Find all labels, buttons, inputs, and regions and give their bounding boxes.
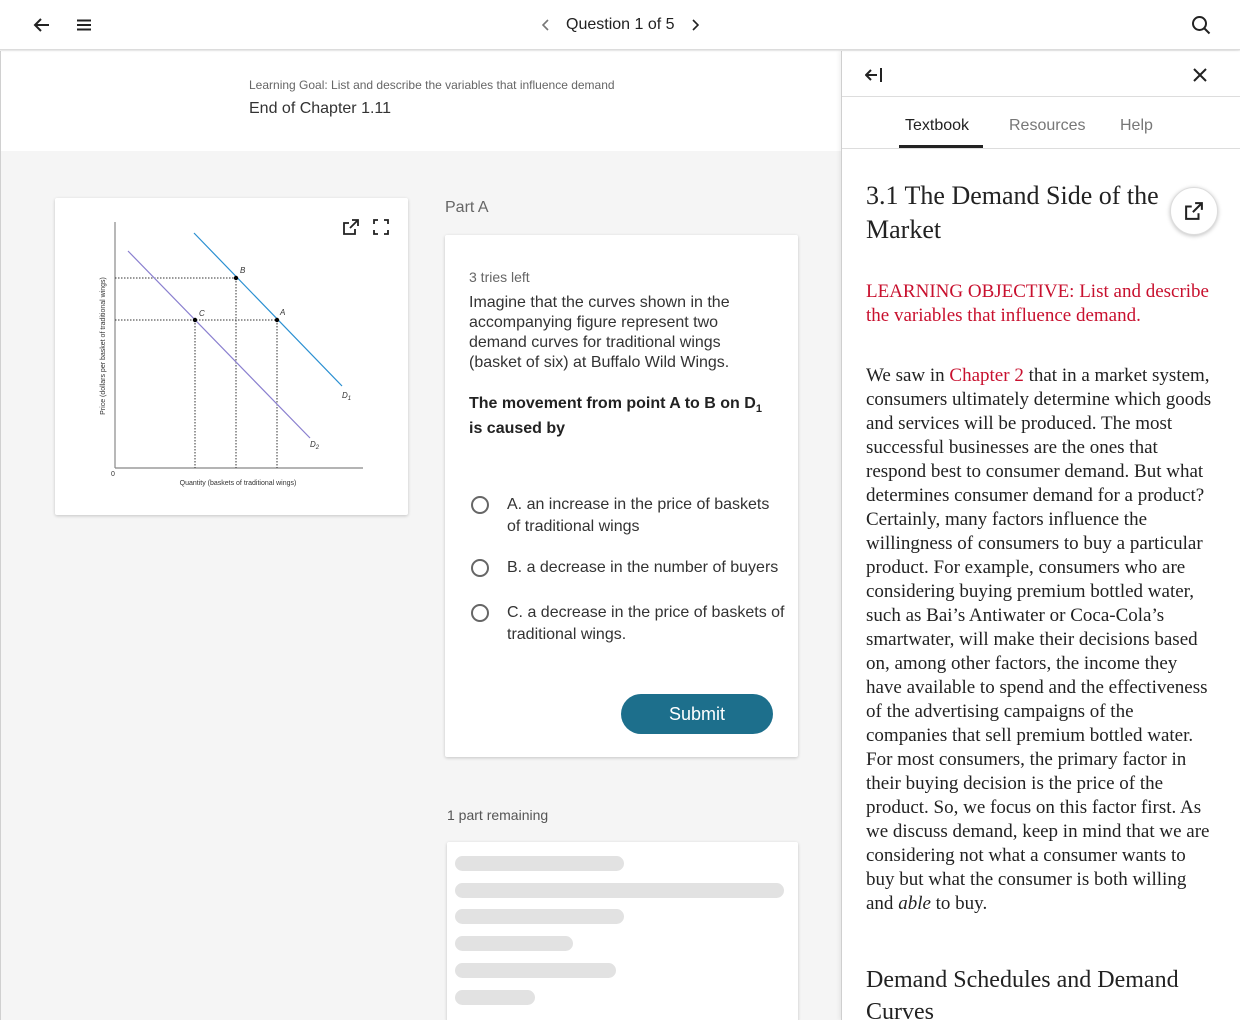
learning-goal-band: [1, 51, 841, 151]
demand-curve-d2: [128, 251, 310, 438]
learning-goal: Learning Goal: List and describe the variables that influence demand: [249, 78, 615, 92]
demand-curves-figure: [55, 198, 408, 515]
point-c-label: C: [199, 309, 205, 318]
parts-remaining: 1 part remaining: [447, 807, 549, 823]
arrow-left-icon[interactable]: [30, 13, 54, 37]
question-card: [445, 235, 798, 757]
question-pane: [0, 51, 841, 1020]
figure-card: [55, 198, 408, 515]
top-bar: [0, 0, 1240, 50]
assignment-title: End of Chapter 1.11: [249, 100, 392, 117]
point-b-label: B: [240, 266, 246, 275]
skeleton-line: [455, 990, 535, 1005]
loading-placeholder-card: [447, 842, 798, 1020]
radio-button[interactable]: [471, 559, 489, 577]
collapse-panel-icon[interactable]: [862, 63, 886, 87]
hamburger-menu-icon[interactable]: [72, 13, 96, 37]
textbook-paragraph: We saw in Chapter 2 that in a market system, consumers ultimately determine which goods and services will be produced. The most successful businesses are the ones that respond best to consumer demand. But what determines consumer demand for a product? Certainly, many factors influence the willingness of consumers to buy a particular product. For example, consumers who are considering buying premium bottled water, such as Bai’s Antiwater or Coca-Cola’s smartwater, will make their decisions based on, among other factors, the income they have available to spend and the effectiveness of the advertising campaigns of the companies that sell premium bottled water. For most consumers, the primary factor in their buying decision is the price of the product. So, we focus on this factor first. As we discuss demand, keep in mind that we are considering not what a consumer wants to buy but what the consumer is both willing and able to buy.: [866, 365, 1212, 914]
guide-lines: [115, 278, 277, 468]
answer-option-a[interactable]: [471, 494, 786, 538]
open-external-icon: [1185, 202, 1203, 220]
skeleton-line: [455, 963, 616, 978]
tab-resources[interactable]: Resources: [1009, 117, 1086, 134]
panel-tabs: [842, 97, 1240, 149]
radio-button[interactable]: [471, 604, 489, 622]
learning-objective: LEARNING OBJECTIVE: List and describe the variables that influence demand.: [866, 281, 1209, 326]
option-label: C. a decrease in the price of baskets of traditional wings.: [507, 604, 785, 643]
part-label: Part A: [445, 199, 489, 216]
tries-left: 3 tries left: [469, 269, 530, 285]
origin-label: 0: [111, 471, 115, 478]
textbook-panel: [841, 51, 1240, 1020]
answer-option-b[interactable]: [471, 557, 786, 579]
section-title: 3.1 The Demand Side of the Market: [866, 181, 1159, 244]
question-prompt: The movement from point A to B on $D_1$ is caused by: [469, 395, 762, 438]
y-axis-label: Price (dollars per basket of traditional wings): [100, 277, 107, 415]
radio-button[interactable]: [471, 496, 489, 514]
tab-textbook[interactable]: Textbook: [905, 117, 970, 134]
point-b-marker: [234, 276, 238, 280]
point-c-marker: [193, 318, 197, 322]
point-a-label: A: [280, 308, 286, 317]
skeleton-line: [455, 909, 624, 924]
option-label: A. an increase in the price of baskets of traditional wings: [507, 496, 770, 535]
active-tab-indicator: [899, 145, 983, 148]
submit-button[interactable]: Submit: [621, 694, 773, 734]
chevron-left-icon[interactable]: [540, 13, 552, 37]
skeleton-line: [455, 856, 624, 871]
question-navigator: [540, 13, 701, 37]
option-label: B. a decrease in the number of buyers: [507, 559, 779, 576]
demand-curve-d1: [194, 233, 342, 386]
answer-option-c[interactable]: [471, 602, 786, 646]
chevron-right-icon[interactable]: [689, 13, 701, 37]
search-icon[interactable]: [1189, 13, 1213, 37]
open-in-new-window-button[interactable]: [1170, 187, 1218, 235]
skeleton-line: [455, 883, 784, 898]
question-counter: Question 1 of 5: [566, 16, 675, 33]
question-stem: Imagine that the curves shown in the accompanying figure represent two demand curves for traditional wings (basket of six) at Buffalo Wild Wings.: [469, 294, 730, 371]
section-subheading: Demand Schedules and Demand Curves: [866, 967, 1179, 1020]
panel-header: [842, 51, 1240, 97]
tab-help[interactable]: Help: [1120, 117, 1153, 134]
close-icon[interactable]: [1188, 63, 1212, 87]
curve-d1-label: $D_1$: [342, 391, 352, 402]
x-axis-label: Quantity (baskets of traditional wings): [179, 480, 297, 487]
curve-d2-label: $D_2$: [310, 440, 320, 451]
point-a-marker: [275, 318, 279, 322]
skeleton-line: [455, 936, 573, 951]
chapter-link[interactable]: Chapter 2: [949, 365, 1024, 386]
